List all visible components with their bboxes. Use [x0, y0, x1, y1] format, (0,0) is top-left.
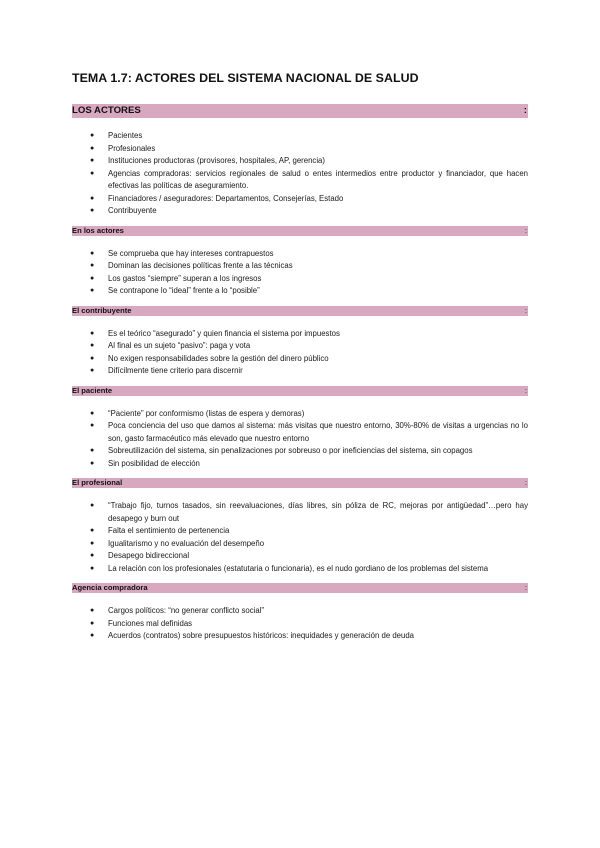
list-item-text: Cargos políticos: “no generar conflicto social”	[108, 606, 265, 615]
list-item-text: Profesionales	[108, 143, 156, 153]
bullet-list	[72, 328, 528, 378]
list-item-text: Agencias compradoras: servicios regionales de salud o entes intermedios entre productor y financiador, que hacen efectivas las políticas de aseguramiento.	[108, 168, 528, 190]
list-item	[72, 260, 528, 273]
bullet-icon: ●	[90, 342, 95, 349]
bullet-icon: ●	[90, 459, 95, 467]
bullet-icon: ●	[90, 274, 95, 282]
section-heading-bar	[72, 104, 528, 118]
bullet-icon: ●	[90, 144, 95, 152]
list-item-text: Los gastos “siempre” superan a los ingresos	[108, 273, 262, 283]
list-item	[72, 420, 528, 445]
bullet-icon: ●	[90, 527, 95, 534]
list-item-text: Dominan las decisiones políticas frente a las técnicas	[108, 261, 293, 270]
list-item	[72, 353, 528, 366]
bullet-icon: ●	[90, 157, 95, 164]
list-item	[72, 273, 528, 286]
list-item	[72, 550, 528, 563]
bullet-icon: ●	[90, 607, 95, 614]
bullet-icon: ●	[90, 447, 95, 454]
section	[72, 583, 528, 643]
section	[72, 478, 528, 575]
list-item-text: Igualitarismo y no evaluación del desempeño	[108, 538, 265, 548]
bullet-icon: ●	[90, 539, 95, 547]
document-title: TEMA 1.7: ACTORES DEL SISTEMA NACIONAL DE SALUD	[72, 71, 419, 85]
list-item-text: Desapego bidireccional	[108, 551, 190, 560]
list-item	[72, 193, 528, 206]
section-heading-bar	[72, 478, 528, 488]
list-item	[72, 285, 528, 298]
bullet-icon: ●	[90, 169, 95, 177]
bullet-icon: ●	[90, 354, 95, 362]
section-heading-bar	[72, 583, 528, 593]
section	[72, 386, 528, 471]
list-item	[72, 340, 528, 353]
list-item-text: Instituciones productoras (provisores, hospitales, AP, gerencia)	[108, 156, 325, 165]
list-item	[72, 365, 528, 378]
bullet-list	[72, 248, 528, 298]
list-item-text: La relación con los profesionales (estatutaria o funcionaria), es el nudo gordiano de los problemas del sistema	[108, 563, 489, 573]
bullet-icon: ●	[90, 632, 95, 639]
section-heading-colon: :	[524, 583, 527, 592]
list-item	[72, 143, 528, 156]
list-item-text: Acuerdos (contratos) sobre presupuestos históricos: inequidades y generación de deuda	[108, 631, 414, 640]
list-item-text: Es el teórico “asegurado” y quien financia el sistema por impuestos	[108, 328, 340, 338]
sections-container	[72, 104, 528, 643]
list-item-text: Financiadores / aseguradores: Departamentos, Consejerías, Estado	[108, 193, 344, 203]
bullet-icon: ●	[90, 552, 95, 559]
bullet-icon: ●	[90, 619, 95, 627]
list-item-text: “Paciente” por conformismo (listas de espera y demoras)	[108, 408, 305, 418]
list-item-text: No exigen responsabilidades sobre la gestión del dinero público	[108, 353, 329, 363]
list-item	[72, 500, 528, 525]
list-item	[72, 130, 528, 143]
list-item-text: Sin posibilidad de elección	[108, 458, 200, 468]
list-item-text: Se comprueba que hay intereses contrapuestos	[108, 248, 274, 258]
bullet-icon: ●	[90, 502, 95, 509]
list-item	[72, 328, 528, 341]
section-heading: El contribuyente	[72, 305, 132, 315]
section	[72, 306, 528, 378]
bullet-icon: ●	[90, 194, 95, 202]
list-item-text: “Trabajo fijo, turnos tasados, sin reevaluaciones, días libres, sin póliza de RC, mejoras por antigüedad”…pero hay desapego y burn out	[108, 501, 528, 523]
list-item	[72, 618, 528, 631]
list-item-text: Se contrapone lo “ideal” frente a lo “posible”	[108, 286, 260, 295]
list-item	[72, 458, 528, 471]
bullet-list	[72, 605, 528, 643]
list-item	[72, 155, 528, 168]
section-heading-colon: :	[524, 478, 527, 487]
list-item-text: Sobreutilización del sistema, sin penalizaciones por sobreuso o por ineficiencias del sistema, sin copagos	[108, 446, 473, 455]
bullet-icon: ●	[90, 262, 95, 269]
list-item-text: Contribuyente	[108, 206, 157, 215]
list-item	[72, 538, 528, 551]
list-item	[72, 525, 528, 538]
bullet-icon: ●	[90, 132, 95, 139]
list-item	[72, 248, 528, 261]
list-item-text: Difícilmente tiene criterio para discernir	[108, 366, 243, 375]
list-item	[72, 408, 528, 421]
section-heading: El profesional	[72, 478, 123, 487]
section-heading: En los actores	[72, 225, 124, 235]
section-heading: LOS ACTORES	[72, 105, 141, 116]
bullet-icon: ●	[90, 287, 95, 294]
bullet-list	[72, 500, 528, 575]
section-heading-colon: :	[523, 105, 527, 116]
bullet-icon: ●	[90, 249, 95, 257]
section-heading-colon: :	[524, 305, 527, 315]
list-item-text: Funciones mal definidas	[108, 618, 193, 628]
list-item	[72, 205, 528, 218]
bullet-icon: ●	[90, 367, 95, 374]
list-item-text: Al final es un sujeto “pasivo”: paga y vota	[108, 341, 251, 350]
bullet-icon: ●	[90, 564, 95, 572]
section-heading-bar	[72, 226, 528, 236]
bullet-icon: ●	[90, 207, 95, 214]
section-heading-colon: :	[524, 225, 527, 235]
section-heading: El paciente	[72, 385, 113, 395]
bullet-icon: ●	[90, 329, 95, 337]
list-item	[72, 563, 528, 576]
list-item-text: Poca conciencia del uso que damos al sistema: más visitas que nuestro entorno, 30%-80% de visitas a urgencias no lo son, gasto farmacéutico más elevado que nuestro entorno	[108, 421, 528, 443]
section	[72, 104, 528, 218]
list-item	[72, 168, 528, 193]
list-item	[72, 445, 528, 458]
section-heading-bar	[72, 386, 528, 396]
list-item	[72, 630, 528, 643]
list-item-text: Falta el sentimiento de pertenencia	[108, 526, 230, 535]
section-heading: Agencia compradora	[72, 583, 148, 592]
bullet-list	[72, 130, 528, 218]
list-item	[72, 605, 528, 618]
section-heading-colon: :	[524, 385, 527, 395]
bullet-list	[72, 408, 528, 471]
bullet-icon: ●	[90, 409, 95, 417]
section	[72, 226, 528, 298]
section-heading-bar	[72, 306, 528, 316]
document-page	[72, 70, 528, 651]
bullet-icon: ●	[90, 422, 95, 429]
list-item-text: Pacientes	[108, 131, 143, 140]
